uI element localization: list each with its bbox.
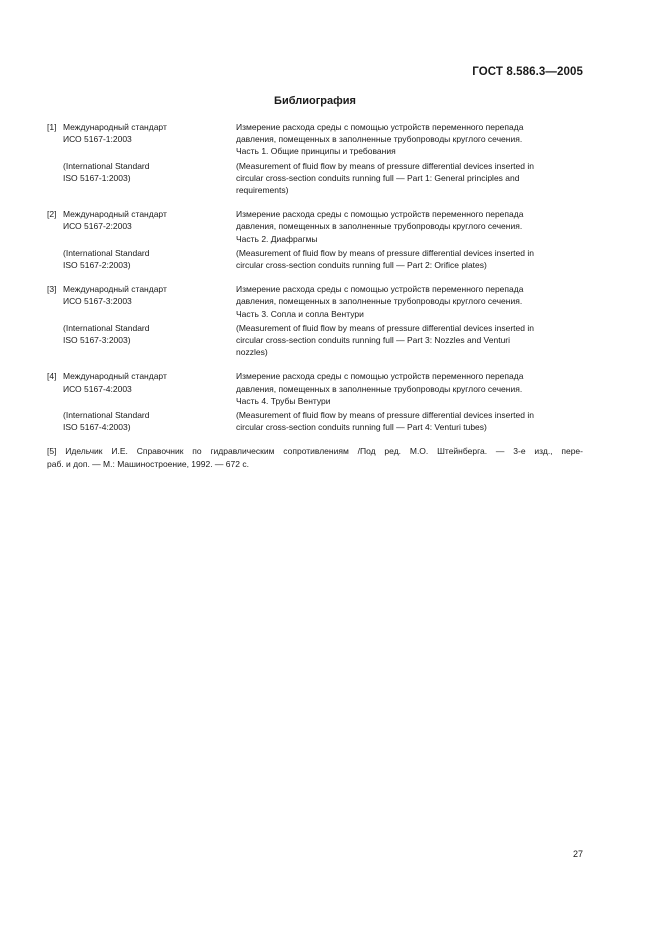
standard-line: ИСО 5167-2:2003 xyxy=(63,221,132,232)
entry-russian-row xyxy=(47,370,583,407)
standard-line: (International Standard xyxy=(63,410,150,421)
entry-5-line-1 xyxy=(47,445,583,457)
standard-line: ИСО 5167-3:2003 xyxy=(63,296,132,307)
title-line: давления, помещенных в заполненные трубопроводы круглого сечения. xyxy=(236,296,523,307)
title-line: давления, помещенных в заполненные трубопроводы круглого сечения. xyxy=(236,383,523,394)
entry-number: [3] xyxy=(47,284,57,295)
title-line: circular cross-section conduits running full — Part 1: General principles and xyxy=(236,172,520,183)
title-line: Часть 2. Диафрагмы xyxy=(236,233,318,244)
entry-standard-en xyxy=(63,247,236,271)
bibliography-entry xyxy=(47,283,583,358)
entry-title-ru xyxy=(236,370,583,407)
entry-standard-ru xyxy=(63,370,236,407)
entry-standard-en xyxy=(63,160,236,197)
entry-text: Идельчик И.Е. Справочник по гидравлическим сопротивлениям /Под ред. М.О. Штейнберга. — 3-е изд., пере- xyxy=(65,446,583,457)
standard-line: (International Standard xyxy=(63,247,150,258)
title-line: (Measurement of fluid flow by means of pressure differential devices inserted in xyxy=(236,322,534,333)
entry-standard-ru xyxy=(63,283,236,320)
entry-title-en xyxy=(236,160,583,197)
standard-line: Международный стандарт xyxy=(63,371,167,382)
entry-number: [1] xyxy=(47,122,57,132)
title-line: circular cross-section conduits running full — Part 4: Venturi tubes) xyxy=(236,422,487,433)
title-line: Измерение расхода среды с помощью устройств переменного перепада xyxy=(236,284,524,295)
title-line: circular cross-section conduits running full — Part 2: Orifice plates) xyxy=(236,260,487,271)
standard-line: (International Standard xyxy=(63,160,150,171)
entry-standard-en xyxy=(63,409,236,433)
standard-line: Международный стандарт xyxy=(63,284,167,295)
standard-line: ИСО 5167-4:2003 xyxy=(63,383,132,394)
title-line: requirements) xyxy=(236,185,289,196)
entry-number: [5] xyxy=(47,446,57,457)
title-line: (Measurement of fluid flow by means of pressure differential devices inserted in xyxy=(236,410,534,421)
entry-standard-en xyxy=(63,322,236,359)
entry-english-row xyxy=(47,247,583,271)
title-line: (Measurement of fluid flow by means of pressure differential devices inserted in xyxy=(236,247,534,258)
bibliography-entry xyxy=(47,370,583,433)
title-line: Часть 3. Сопла и сопла Вентури xyxy=(236,308,364,319)
entry-number: [4] xyxy=(47,371,57,382)
standard-line: Международный стандарт xyxy=(63,209,167,220)
entry-number: [2] xyxy=(47,209,57,220)
entry-title-en xyxy=(236,322,583,359)
entry-standard-ru xyxy=(63,208,236,245)
entry-5-line-2: раб. и доп. — М.: Машиностроение, 1992. — 672 с. xyxy=(47,458,249,469)
entry-title-ru xyxy=(236,208,583,245)
title-line: Измерение расхода среды с помощью устройств переменного перепада xyxy=(236,122,524,132)
standard-line: ISO 5167-2:2003) xyxy=(63,260,131,271)
bibliography-entry xyxy=(47,208,583,271)
entry-standard-ru xyxy=(63,121,236,158)
title-line: Измерение расхода среды с помощью устройств переменного перепада xyxy=(236,209,524,220)
document-code: ГОСТ 8.586.3—2005 xyxy=(472,66,583,78)
entry-title-ru xyxy=(236,121,583,158)
bibliography-list xyxy=(47,121,583,482)
entry-english-row xyxy=(47,409,583,433)
standard-line: ISO 5167-4:2003) xyxy=(63,422,131,433)
page-number: 27 xyxy=(572,849,583,859)
title-line: nozzles) xyxy=(236,347,268,358)
title-line: Измерение расхода среды с помощью устройств переменного перепада xyxy=(236,371,524,382)
standard-line: ISO 5167-1:2003) xyxy=(63,172,131,183)
entry-title-ru xyxy=(236,283,583,320)
title-line: Часть 1. Общие принципы и требования xyxy=(236,146,396,157)
entry-russian-row xyxy=(47,283,583,320)
bibliography-entry xyxy=(47,445,583,469)
entry-russian-row xyxy=(47,121,583,158)
title-line: Часть 4. Трубы Вентури xyxy=(236,395,331,406)
bibliography-title: Библиография xyxy=(274,95,356,107)
entry-russian-row xyxy=(47,208,583,245)
title-line: давления, помещенных в заполненные трубопроводы круглого сечения. xyxy=(236,221,523,232)
entry-english-row xyxy=(47,160,583,197)
standard-line: (International Standard xyxy=(63,322,150,333)
entry-title-en xyxy=(236,247,583,271)
standard-line: Международный стандарт xyxy=(63,122,167,132)
title-line: circular cross-section conduits running full — Part 3: Nozzles and Venturi xyxy=(236,335,511,346)
standard-line: ИСО 5167-1:2003 xyxy=(63,134,132,145)
title-line: давления, помещенных в заполненные трубопроводы круглого сечения. xyxy=(236,134,523,145)
title-line: (Measurement of fluid flow by means of pressure differential devices inserted in xyxy=(236,160,534,171)
standard-line: ISO 5167-3:2003) xyxy=(63,335,131,346)
entry-english-row xyxy=(47,322,583,359)
bibliography-entry xyxy=(47,121,583,196)
entry-title-en xyxy=(236,409,583,433)
